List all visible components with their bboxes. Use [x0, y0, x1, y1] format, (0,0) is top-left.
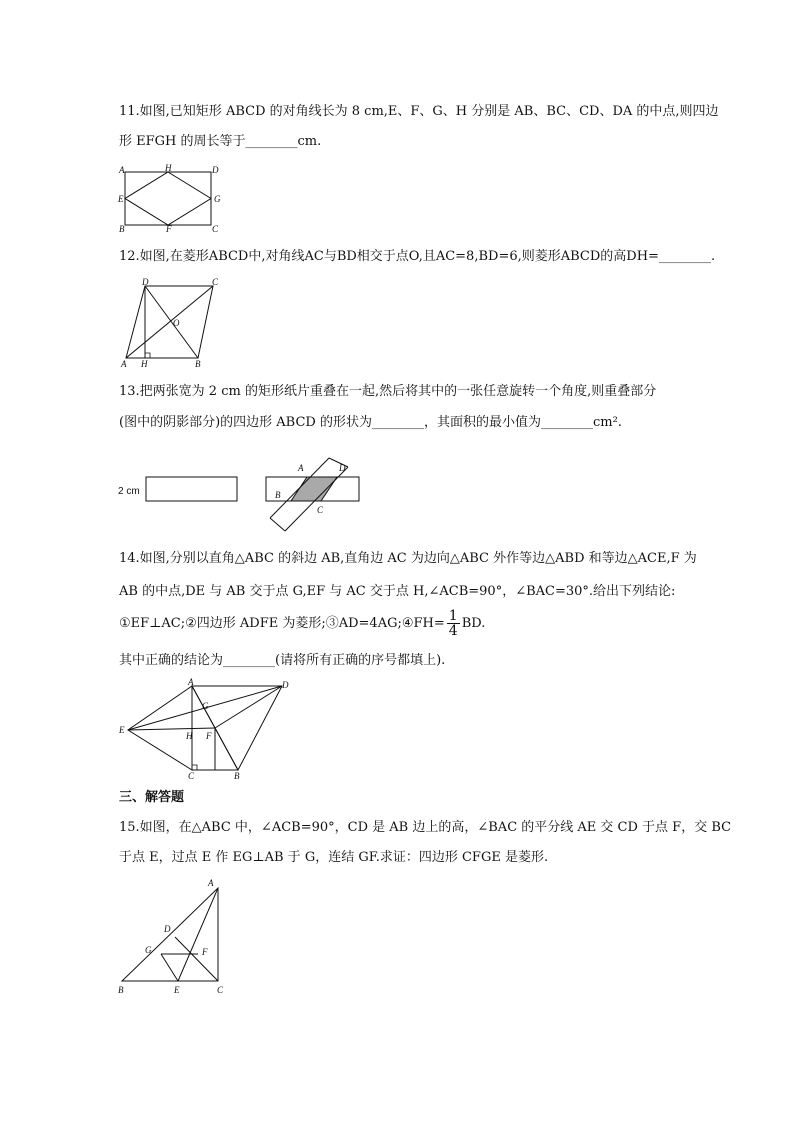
q11-label-H: H: [165, 164, 172, 173]
q14-label-D: D: [282, 680, 289, 690]
q15-text-line1: 15.如图，在△ABC 中，∠ACB=90°，CD 是 AB 边上的高，∠BAC 的平分线 AE 交 CD 于点 F，交 BC: [119, 820, 732, 835]
q14-label-B: B: [234, 771, 240, 780]
q14-label-A: A: [188, 678, 194, 687]
q13-label-A: A: [298, 463, 304, 473]
q14-label-C: C: [188, 771, 195, 780]
q12-label-D: D: [142, 278, 149, 287]
q14-triangles-figure: [116, 678, 296, 780]
q14-label-E: E: [119, 725, 125, 735]
q13-label-D: D: [339, 463, 346, 473]
q11-rectangle-figure: [116, 164, 226, 234]
q15-label-G: G: [145, 945, 152, 955]
q13-label-C: C: [317, 505, 324, 515]
q14-line3-end: BD.: [461, 616, 486, 631]
q12-text-line1: 12.如图,在菱形ABCD中,对角线AC与BD相交于点O,且AC=8,BD=6,则菱形ABCD的高DH=________.: [119, 249, 716, 264]
q11-label-C: C: [212, 224, 219, 234]
q14-text-line1: 14.如图,分别以直角△ABC 的斜边 AB,直角边 AC 为边向△ABC 外作等边△ABD 和等边△ACE,F 为: [119, 551, 697, 566]
q15-label-F: F: [202, 947, 208, 957]
q15-label-C: C: [217, 985, 224, 995]
q12-label-B: B: [195, 359, 201, 369]
q14-frac-num: 1: [448, 608, 458, 624]
q13-text-line1: 13.把两张宽为 2 cm 的矩形纸片重叠在一起,然后将其中的一张任意旋转一个角度,则重叠部分: [119, 384, 657, 399]
q14-label-H: H: [186, 731, 193, 741]
q11-label-A: A: [119, 165, 125, 175]
q15-label-B: B: [118, 985, 124, 995]
q12-label-H: H: [141, 359, 148, 369]
q15-label-A: A: [208, 878, 214, 888]
q12-label-O: O: [173, 318, 180, 328]
q13-text-line2: (图中的阴影部分)的四边形 ABCD 的形状为________，其面积的最小值为________cm².: [119, 415, 622, 430]
q14-text-line3: [119, 607, 485, 641]
q15-label-E: E: [174, 985, 180, 995]
q14-label-G: G: [202, 701, 209, 711]
q15-label-D: D: [164, 924, 171, 934]
q13-paper-strips-figure: [140, 455, 370, 535]
q13-width-label: 2 cm: [118, 486, 140, 497]
q11-label-F: F: [166, 224, 172, 234]
section-title: 三、解答题: [119, 790, 185, 805]
q11-label-G: G: [214, 194, 221, 204]
q15-triangle-figure: [116, 875, 236, 997]
q11-text-line1: 11.如图,已知矩形 ABCD 的对角线长为 8 cm,E、F、G、H 分别是 AB、BC、CD、DA 的中点,则四边: [119, 104, 719, 119]
q13-label-B: B: [275, 490, 281, 500]
q14-text-line4: 其中正确的结论为________(请将所有正确的序号都填上).: [119, 653, 446, 668]
q11-label-D: D: [212, 165, 219, 175]
q12-label-A: A: [121, 359, 127, 369]
q11-label-E: E: [118, 194, 124, 204]
q14-frac-den: 4: [448, 623, 458, 639]
q12-rhombus-figure: [116, 278, 236, 370]
q11-label-B: B: [119, 224, 125, 234]
q12-label-C: C: [212, 278, 219, 287]
q14-fraction: [447, 609, 460, 638]
q14-label-F: F: [206, 731, 212, 741]
q14-line3-start: ①EF⊥AC;②四边形 ADFE 为菱形;③AD=4AG;④FH=: [119, 616, 445, 631]
q11-text-line2: 形 EFGH 的周长等于________cm.: [119, 134, 322, 149]
q14-text-line2: AB 的中点,DE 与 AB 交于点 G,EF 与 AC 交于点 H,∠ACB=90°，∠BAC=30°.给出下列结论:: [119, 584, 676, 599]
q15-text-line2: 于点 E，过点 E 作 EG⊥AB 于 G，连结 GF.求证：四边形 CFGE 是菱形.: [119, 850, 549, 865]
